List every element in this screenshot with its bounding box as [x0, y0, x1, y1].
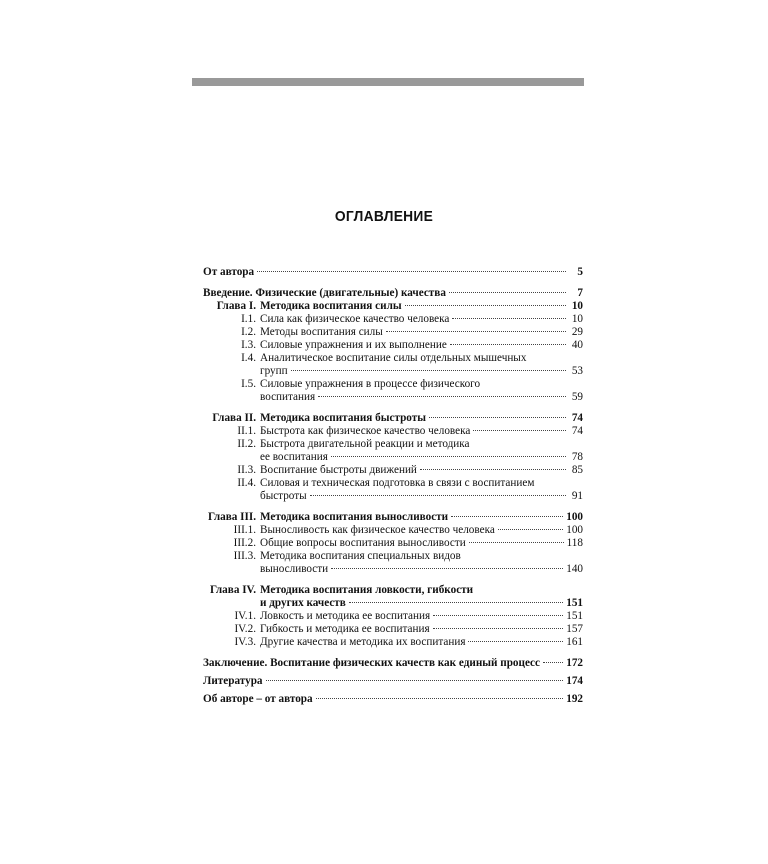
- toc-entry-number: Глава III.: [207, 511, 256, 523]
- toc-leader-dots: [452, 318, 566, 319]
- toc-entry: [203, 597, 583, 610]
- toc-entry-number: II.1.: [237, 425, 256, 437]
- toc-entry-number: II.4.: [237, 477, 256, 489]
- toc-entry-title: Аналитическое воспитание силы отдельных мышечных: [260, 352, 527, 364]
- toc-leader-dots: [316, 698, 564, 699]
- toc-entry-number: I.4.: [241, 352, 256, 364]
- toc-entry-number: II.3.: [237, 464, 256, 476]
- toc-entry-title: Ловкость и методика ее воспитания: [260, 610, 431, 622]
- toc-entry-title: воспитания: [260, 391, 316, 403]
- toc-entry: [203, 675, 583, 688]
- toc-entry-number: I.5.: [241, 378, 256, 390]
- toc-entry-title: Гибкость и методика ее воспитания: [260, 623, 430, 635]
- toc-leader-dots: [449, 292, 566, 293]
- toc-entry: [203, 623, 583, 636]
- toc-entry-page: 74: [571, 425, 583, 437]
- toc-entry-number: Глава II.: [212, 412, 256, 424]
- toc-entry-title: Заключение. Воспитание физических качеств как единый процесс: [203, 657, 540, 669]
- toc-entry-number: III.2.: [233, 537, 256, 549]
- toc-entry-title: Силовая и техническая подготовка в связи с воспитанием: [260, 477, 535, 489]
- toc-entry-page: 53: [571, 365, 583, 377]
- toc-entry-title: Силовые упражнения и их выполнение: [260, 339, 447, 351]
- toc-entry: [203, 391, 583, 404]
- toc-entry-title: Быстрота двигательной реакции и методика: [260, 438, 470, 450]
- toc-entry-page: 140: [566, 563, 583, 575]
- toc-leader-dots: [429, 417, 566, 418]
- toc-entry-page: 100: [566, 524, 583, 536]
- toc-entry-number: IV.1.: [234, 610, 256, 622]
- toc-entry-page: 85: [571, 464, 583, 476]
- toc-leader-dots: [331, 568, 563, 569]
- toc-leader-dots: [266, 680, 564, 681]
- toc-entry: [203, 657, 583, 670]
- toc-entry: [203, 412, 583, 425]
- toc-entry-number: Глава IV.: [210, 584, 256, 596]
- toc-entry-page: 157: [566, 623, 583, 635]
- toc-leader-dots: [405, 305, 566, 306]
- toc-entry: [203, 584, 583, 597]
- toc-entry-page: 100: [566, 511, 583, 523]
- toc-leader-dots: [291, 370, 566, 371]
- toc-entry-page: 161: [566, 636, 583, 648]
- toc-entry-title: и других качеств: [260, 597, 346, 609]
- toc-entry: [203, 300, 583, 313]
- toc-entry-title: Выносливость как физическое качество человека: [260, 524, 495, 536]
- toc-entry-page: 78: [571, 451, 583, 463]
- toc-leader-dots: [469, 542, 564, 543]
- toc-leader-dots: [386, 331, 566, 332]
- toc-entry: [203, 326, 583, 339]
- toc-leader-dots: [543, 662, 563, 663]
- toc-entry-title: ее воспитания: [260, 451, 328, 463]
- top-gray-bar: [192, 78, 584, 86]
- toc-entry: [203, 451, 583, 464]
- toc-entry-title: Методика воспитания ловкости, гибкости: [260, 584, 474, 596]
- toc-leader-dots: [468, 641, 563, 642]
- toc-entry-title: Литература: [203, 675, 263, 687]
- toc-entry-title: Введение. Физические (двигательные) качества: [203, 287, 446, 299]
- toc-entry-title: выносливости: [260, 563, 329, 575]
- toc-entry-title: Методика воспитания быстроты: [260, 412, 426, 424]
- toc-leader-dots: [420, 469, 566, 470]
- toc-entry-title: Методика воспитания выносливости: [260, 511, 449, 523]
- toc-leader-dots: [331, 456, 566, 457]
- toc-leader-dots: [451, 516, 563, 517]
- toc-leader-dots: [310, 495, 566, 496]
- toc-entry-page: 10: [571, 313, 583, 325]
- toc-entry-title: быстроты: [260, 490, 307, 502]
- toc-entry-title: Методика воспитания специальных видов: [260, 550, 461, 562]
- toc-entry: [203, 352, 583, 365]
- table-of-contents: [203, 266, 583, 706]
- toc-entry-title: Быстрота как физическое качество человека: [260, 425, 471, 437]
- toc-entry-title: Методика воспитания силы: [260, 300, 402, 312]
- toc-entry: [203, 636, 583, 649]
- toc-entry-page: 151: [566, 597, 583, 609]
- toc-leader-dots: [450, 344, 566, 345]
- toc-entry: [203, 511, 583, 524]
- toc-entry: [203, 287, 583, 300]
- toc-leader-dots: [498, 529, 563, 530]
- toc-entry-page: 91: [571, 490, 583, 502]
- toc-entry: [203, 339, 583, 352]
- toc-entry-number: I.3.: [241, 339, 256, 351]
- toc-leader-dots: [433, 615, 563, 616]
- toc-entry: [203, 537, 583, 550]
- toc-entry: [203, 524, 583, 537]
- toc-entry-title: Об авторе – от автора: [203, 693, 313, 705]
- toc-entry: [203, 464, 583, 477]
- toc-entry-title: От автора: [203, 266, 255, 278]
- toc-entry-page: 29: [571, 326, 583, 338]
- toc-entry-title: Другие качества и методика их воспитания: [260, 636, 466, 648]
- toc-entry-title: Сила как физическое качество человека: [260, 313, 450, 325]
- toc-entry-title: Общие вопросы воспитания выносливости: [260, 537, 466, 549]
- toc-entry-page: 7: [577, 287, 583, 299]
- toc-entry-number: IV.3.: [234, 636, 256, 648]
- toc-entry: [203, 693, 583, 706]
- toc-leader-dots: [318, 396, 566, 397]
- toc-leader-dots: [433, 628, 564, 629]
- toc-entry-title: групп: [260, 365, 288, 377]
- toc-entry-page: 10: [571, 300, 583, 312]
- toc-entry-number: III.3.: [233, 550, 256, 562]
- toc-entry-number: II.2.: [237, 438, 256, 450]
- toc-entry-title: Воспитание быстроты движений: [260, 464, 417, 476]
- toc-entry-number: I.1.: [241, 313, 256, 325]
- toc-entry-page: 118: [566, 537, 583, 549]
- page-title: ОГЛАВЛЕНИЕ: [334, 208, 434, 225]
- toc-entry-title: Методы воспитания силы: [260, 326, 383, 338]
- toc-entry: [203, 438, 583, 451]
- toc-leader-dots: [349, 602, 563, 603]
- toc-entry-number: III.1.: [233, 524, 256, 536]
- toc-entry-page: 74: [571, 412, 583, 424]
- toc-entry-page: 192: [566, 693, 583, 705]
- toc-entry-page: 174: [566, 675, 583, 687]
- toc-leader-dots: [473, 430, 566, 431]
- toc-entry: [203, 563, 583, 576]
- toc-entry: [203, 425, 583, 438]
- toc-entry-number: Глава I.: [216, 300, 256, 312]
- toc-entry-page: 172: [566, 657, 583, 669]
- toc-entry-title: Силовые упражнения в процессе физического: [260, 378, 481, 390]
- toc-entry: [203, 477, 583, 490]
- toc-entry-number: IV.2.: [234, 623, 256, 635]
- toc-entry-page: 40: [571, 339, 583, 351]
- toc-leader-dots: [257, 271, 566, 272]
- toc-entry: [203, 378, 583, 391]
- toc-entry: [203, 266, 583, 279]
- toc-entry: [203, 550, 583, 563]
- toc-entry-number: I.2.: [241, 326, 256, 338]
- toc-entry: [203, 490, 583, 503]
- toc-entry: [203, 313, 583, 326]
- toc-entry: [203, 365, 583, 378]
- toc-entry: [203, 610, 583, 623]
- toc-entry-page: 5: [577, 266, 583, 278]
- toc-entry-page: 59: [571, 391, 583, 403]
- toc-entry-page: 151: [566, 610, 583, 622]
